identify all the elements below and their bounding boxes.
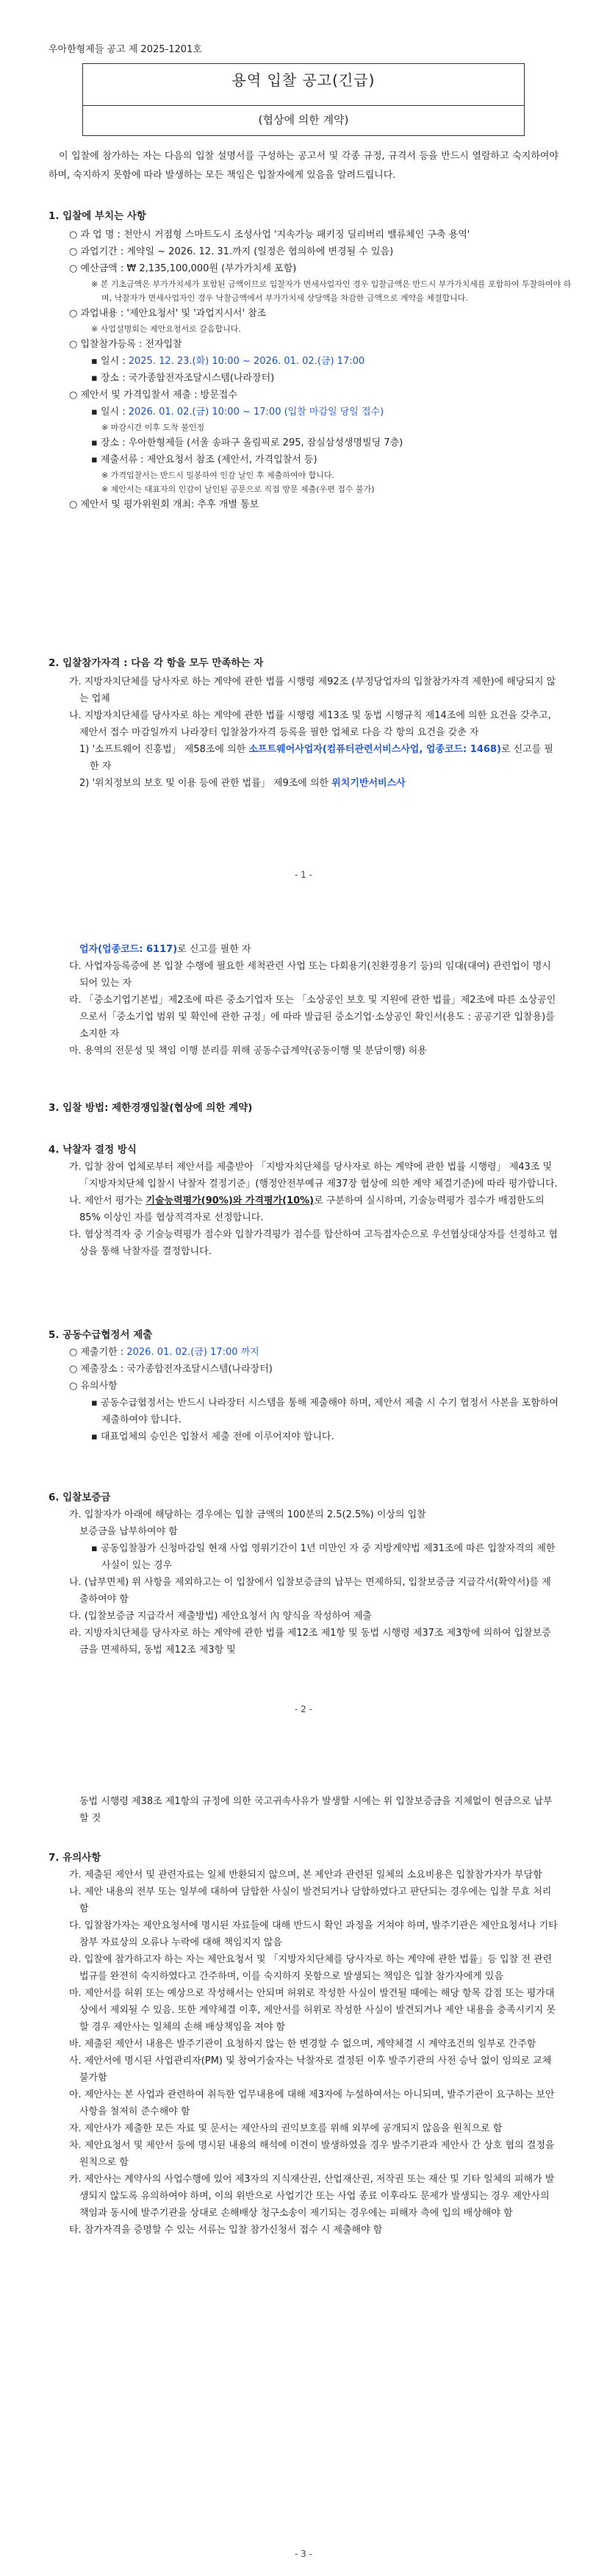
qualification-na-2-highlight: 위치기반서비스사 (331, 778, 406, 789)
qualification-na: 나. 지방자치단체를 당사자로 하는 계약에 관한 법률 시행령 제13조 및 동법 시행규칙 제14조에 의한 요건을 갖추고, 제안서 접수 마감일까지 나라장터 입찰참가자격 등록을 필한 업체로 다음 각 항의 요건을 갖춘 자 (69, 710, 551, 738)
deposit-ra-cont: 동법 시행령 제38조 제1항의 규정에 의한 국고귀속사유가 발생할 시에는 위 입찰보증금을 지체없이 현금으로 납부할 것 (79, 1796, 553, 1824)
submission: ○ 제안서 및 가격입찰서 제출 : 방문접수 (69, 390, 237, 401)
submission-date-label: ▪ 일시 : (91, 407, 129, 418)
page-3 (0, 1775, 607, 2576)
registration-place: ▪ 장소 : 국가종합전자조달시스템(나라장터) (91, 373, 275, 384)
title-box (82, 63, 525, 106)
project-period: ○ 과업기간 : 계약일 ~ 2026. 12. 31.까지 (일정은 협의하에 변경될 수 있음) (69, 246, 394, 257)
section-1-title: 1. 입찰에 부치는 사항 (49, 210, 146, 222)
section-6-title: 6. 입찰보증금 (49, 1492, 111, 1503)
consortium-note-1: ▪ 공동수급협정서는 반드시 나라장터 시스템을 통해 제출해야 하며, 제안서 제출 시 수기 협정서 사본을 포함하여 제출하여야 합니다. (91, 1398, 558, 1425)
notice-item: 마. 제안서를 허위 또는 예상으로 작성해서는 안되며 허위로 작성한 사실이 발견될 때에는 해당 항목 감점 또는 평가대상에서 제외될 수 있음. 또한 계약체결 이후, 제안서를 허위로 작성한 사실이 발견되거나 제안 내용을 충족시키지 못할 경우 제안사는 일체의 손해 배상책임을 져야 함 (69, 1988, 556, 2033)
project-name-label: ○ 과 업 명 : (69, 229, 124, 240)
page-2 (0, 941, 607, 1775)
notice-item: 카. 제안사는 계약사의 사업수행에 있어 제3자의 지식재산권, 산업재산권, 저작권 또는 재산 및 기타 일체의 피해가 발생되지 않도록 유의하여야 하며, 이의 위반으로 사업기간 또는 사업 종료 이후라도 문제가 발생되는 경우 제안사의 책임과 동시에 발주기관을 상대로 손해배상 청구소송이 제기되는 경우에는 피해자 측에 입의 배상해야 함 (69, 2174, 555, 2219)
section-7-list (59, 1867, 558, 2239)
deposit-ga: 가. 입찰자가 아래에 해당하는 경우에는 입찰 금액의 100분의 2.5(2.5%) 이상의 입찰 (69, 1509, 426, 1520)
consortium-place: ○ 제출장소 : 국가종합전자조달시스템(나라장터) (69, 1364, 273, 1375)
notice-item: 차. 제안요청서 및 제안서 등에 명시된 내용의 해석에 이견이 발생하였을 경우 발주기관과 제안사 간 상호 협의 결정을 원칙으로 함 (69, 2140, 555, 2168)
qualification-na-2 (59, 775, 558, 792)
qualification-na-2-code: 업자(업종코드: 6117) (79, 944, 178, 955)
award-ga: 가. 입찰 참여 업체로부터 제안서를 제출받아 「지방자치단체를 당사자로 하는 계약에 관한 법률 시행령」 제43조 및 「지방자치단체 입찰시 낙찰자 결정기준」(행정안전부예규 제37장 협상에 의한 계약 체결기준)에 따라 평가합니다. (69, 1162, 558, 1189)
registration-date-value: 2025. 12. 23.(화) 10:00 ~ 2026. 01. 02.(금) 17:00 (128, 356, 365, 367)
notice-item: 다. 입찰참가자는 제안요청서에 명시된 자료들에 대해 반드시 확인 과정을 거쳐야 하며, 발주기관은 제안요청서나 기타 참부 자료상의 오류나 누락에 대해 책임지지 않음 (69, 1920, 558, 1948)
qualification-na-1-text: 1) '소프트웨어 진흥법」 제58조에 의한 (79, 744, 249, 755)
page-number-3: - 3 - (295, 2549, 312, 2559)
page-number-1: - 1 - (295, 870, 312, 880)
qualification-na-2-cont-tail: 로 신고를 필한 자 (177, 944, 251, 955)
consortium-note-2: ▪ 대표업체의 승인은 입찰서 제출 전에 이루어져야 합니다. (91, 1431, 334, 1442)
consortium-deadline-value: 2026. 01. 02.(금) 17:00 까지 (126, 1347, 259, 1358)
deposit-na: 나. (납부면제) 위 사항을 제외하고는 이 입찰에서 입찰보증금의 납부는 면제하되, 입찰보증금 지급각서(확약서)를 제출하여야 함 (69, 1577, 551, 1605)
qualification-ga: 가. 지방자치단체를 당사자로 하는 계약에 관한 법률 시행령 제92조 (부정당업자의 입찰참가자격 제한)에 해당되지 않는 업체 (69, 676, 556, 704)
notice-item: 라. 입찰에 참가하고자 하는 자는 제안요청서 및 「지방자치단체를 당사자로 하는 계약에 관한 법률」등 입찰 전 관련 법규를 완전히 숙지하였다고 간주하며, 이를 숙지하지 못함으로 발생되는 책임은 입찰 참가자에게 있음 (69, 1954, 553, 1982)
notice-item: 타. 참가자격을 증명할 수 있는 서류는 입찰 참가신청서 접수 시 제출해야 함 (69, 2225, 383, 2236)
intro-paragraph: 이 입찰에 참가하는 자는 다음의 입찰 설명서를 구성하는 공고서 및 각종 규정, 규격서 등을 반드시 열람하고 숙지하여야 하며, 숙지하지 못함에 따라 발생하는 모든 책임은 입찰자에게 있음을 알려드립니다. (49, 151, 558, 181)
submission-docs-note-2: ※ 제안서는 대표자의 인감이 날인된 공문으로 직접 방문 제출(우편 접수 불가) (101, 484, 375, 494)
section-6-body (59, 1506, 558, 1659)
submission-docs: ▪ 제출서류 : 제안요청서 참조 (제안서, 가격입찰서 등) (91, 454, 317, 465)
notice-item: 가. 제출된 제안서 및 관련자료는 일체 반환되지 않으며, 본 제안과 관련된 일체의 소요비용은 입찰참가자가 부담함 (69, 1870, 542, 1881)
qualification-na-1-tail: 로 신고를 필한 자 (90, 744, 553, 772)
qualification-na-1 (59, 741, 558, 775)
notice-item: 자. 제안사가 제출한 모든 자료 및 문서는 제안사의 권익보호를 위해 외부에 공개되지 않음을 원칙으로 함 (69, 2123, 503, 2134)
budget-amount: ○ 예산금액 : ₩ 2,135,100,000원 (부가가치세 포함) (69, 263, 297, 274)
consortium-deadline (59, 1344, 558, 1361)
budget-note: ※ 본 기초금액은 부가가치세가 포함된 금액이므로 입찰자가 면세사업자인 경우 입찰금액은 반드시 부가가치세를 포함하여 투찰하여야 하며, 낙찰자가 면세사업자인 경우 낙찰금액에서 부가가치세 상당액을 차감한 금액으로 계약을 체결합니다. (91, 279, 572, 303)
evaluation-committee: ○ 제안서 및 평가위원회 개최: 추후 개별 통보 (69, 499, 259, 510)
scope: ○ 과업내용 : '제안요청서' 및 '과업지시서' 참조 (69, 308, 267, 319)
section-5-body (59, 1344, 558, 1445)
section-4-body (59, 1159, 558, 1260)
registration-date (59, 353, 558, 370)
subtitle-box (82, 104, 525, 136)
page-2-top (59, 941, 558, 1059)
award-na-tail: 로 구분하여 실시하며, 기술능력평가 점수가 배점한도의 85% 이상인 자를 협상적격자로 선정합니다. (79, 1195, 545, 1223)
submission-date-value: 2026. 01. 02.(금) 10:00 ~ 17:00 (입찰 마감일 당일 접수) (128, 407, 384, 418)
submission-place: ▪ 장소 : 우아한형제들 (서울 송파구 올림픽로 295, 잠실삼성생명빌딩 7층) (91, 437, 403, 448)
page-subtitle: (협상에 의한 계약) (258, 113, 349, 126)
qualification-ra: 라. 「중소기업기본법」제2조에 따른 중소기업자 또는 「소상공인 보호 및 지원에 관한 법률」제2조에 따른 소상공인으로서「중소기업 범위 및 확인에 관한 규정」에 따라 발급된 중소기업·소상공인 확인서(용도 : 공공기관 입찰용)를 소지한 자 (69, 995, 556, 1040)
deposit-ra: 라. 지방자치단체를 당사자로 하는 계약에 관한 법률 제12조 제1항 및 동법 시행령 제37조 제3항에 의하여 입찰보증금을 면제하되, 동법 제12조 제3항 및 (69, 1628, 551, 1656)
notice-item: 아. 제안사는 본 사업과 관련하여 취득한 업무내용에 대해 제3자에 누설하여서는 아니되며, 발주기관이 요구하는 보안사항을 철저히 준수해야 함 (69, 2089, 555, 2117)
notice-item: 바. 제출된 제안서 내용은 발주기관이 요청하지 않는 한 변경할 수 없으며, 계약체결 시 계약조건의 일부로 간주함 (69, 2039, 536, 2050)
notice-number: 우아한형제들 공고 제 2025-1201호 (49, 44, 202, 55)
project-name-value: 천안시 거점형 스마트도시 조성사업 '지속가능 패키징 딜리버리 밸류체인 구축 용역' (123, 229, 470, 240)
page-number-2: - 2 - (295, 1704, 312, 1714)
award-na (59, 1192, 558, 1226)
section-5-title: 5. 공동수급협정서 제출 (49, 1329, 153, 1341)
section-4-title: 4. 낙찰자 결정 방식 (49, 1144, 137, 1156)
section-7-title: 7. 유의사항 (49, 1852, 101, 1864)
deposit-da: 다. (입찰보증금 지급각서 제출방법) 제안요청서 內 양식을 작성하여 제출 (69, 1611, 372, 1622)
notice-item: 나. 제안 내용의 전부 또는 일부에 대하여 담합한 사실이 발견되거나 담합하였다고 판단되는 경우에는 입찰 무효 처리함 (69, 1886, 552, 1914)
consortium-deadline-label: ○ 제출기한 : (69, 1347, 127, 1358)
consortium-notes: ○ 유의사항 (69, 1381, 118, 1392)
deposit-ga-3: ▪ 공동입찰참가 신청마감일 현재 사업 영위기간이 1년 미만인 자 중 지방계약법 제31조에 따른 입찰자격의 제한 사실이 있는 경우 (91, 1543, 556, 1571)
scope-note: ※ 사업설명회는 제안요청서로 갈음합니다. (91, 324, 241, 334)
submission-date-note: ※ 마감시간 이후 도착 불인정 (101, 423, 205, 432)
section-2-title: 2. 입찰참가자격 : 다음 각 항을 모두 만족하는 자 (49, 657, 264, 669)
section-2-body (59, 673, 558, 792)
submission-date (59, 404, 558, 421)
qualification-ma: 마. 용역의 전문성 및 책임 이행 분리를 위해 공동수급계약(공동이행 및 분담이행) 허용 (69, 1045, 427, 1056)
notice-item: 사. 제안서에 명시된 사업관리자(PM) 및 참여기술자는 낙찰자로 결정된 이후 발주기관의 사전 승낙 없이 임의로 교체 불가함 (69, 2056, 552, 2083)
qualification-da: 다. 사업자등록증에 본 입찰 수행에 필요한 세척관련 사업 또는 다회용기(친환경용기 등)의 임대(대여) 관련업이 명시되어 있는 자 (69, 961, 551, 989)
qualification-na-2-cont (59, 941, 558, 958)
registration-date-label: ▪ 일시 : (91, 356, 129, 367)
qualification-na-1-highlight: 소프트웨어사업자(컴퓨터관련서비스사업, 업종코드: 1468) (248, 744, 501, 755)
page-1 (0, 0, 607, 941)
section-3-title: 3. 입찰 방법: 제한경쟁입찰(협상에 의한 계약) (49, 1102, 253, 1114)
award-da: 다. 협상적격자 중 기술능력평가 점수와 입찰가격평가 점수를 합산하여 고득점자순으로 우선협상대상자를 선정하고 협상을 통해 낙찰자를 결정합니다. (69, 1229, 558, 1257)
qualification-na-2-text: 2) '위치정보의 보호 및 이용 등에 관한 법률」 제9조에 의한 (79, 778, 332, 789)
award-na-text: 나. 제안서 평가는 (69, 1195, 146, 1206)
project-name (59, 226, 558, 243)
submission-docs-note-1: ※ 가격입찰서는 반드시 밀봉하여 인감 날인 후 제출하여야 합니다. (101, 471, 334, 480)
section-1-body (59, 226, 572, 513)
page-title: 용역 입찰 공고(긴급) (231, 71, 376, 89)
award-na-highlight: 기술능력평가(90%)와 가격평가(10%) (146, 1195, 315, 1206)
registration: ○ 입찰참가등록 : 전자입찰 (69, 339, 182, 350)
deposit-ga-2: 보증금을 납부하여야 함 (79, 1526, 178, 1537)
